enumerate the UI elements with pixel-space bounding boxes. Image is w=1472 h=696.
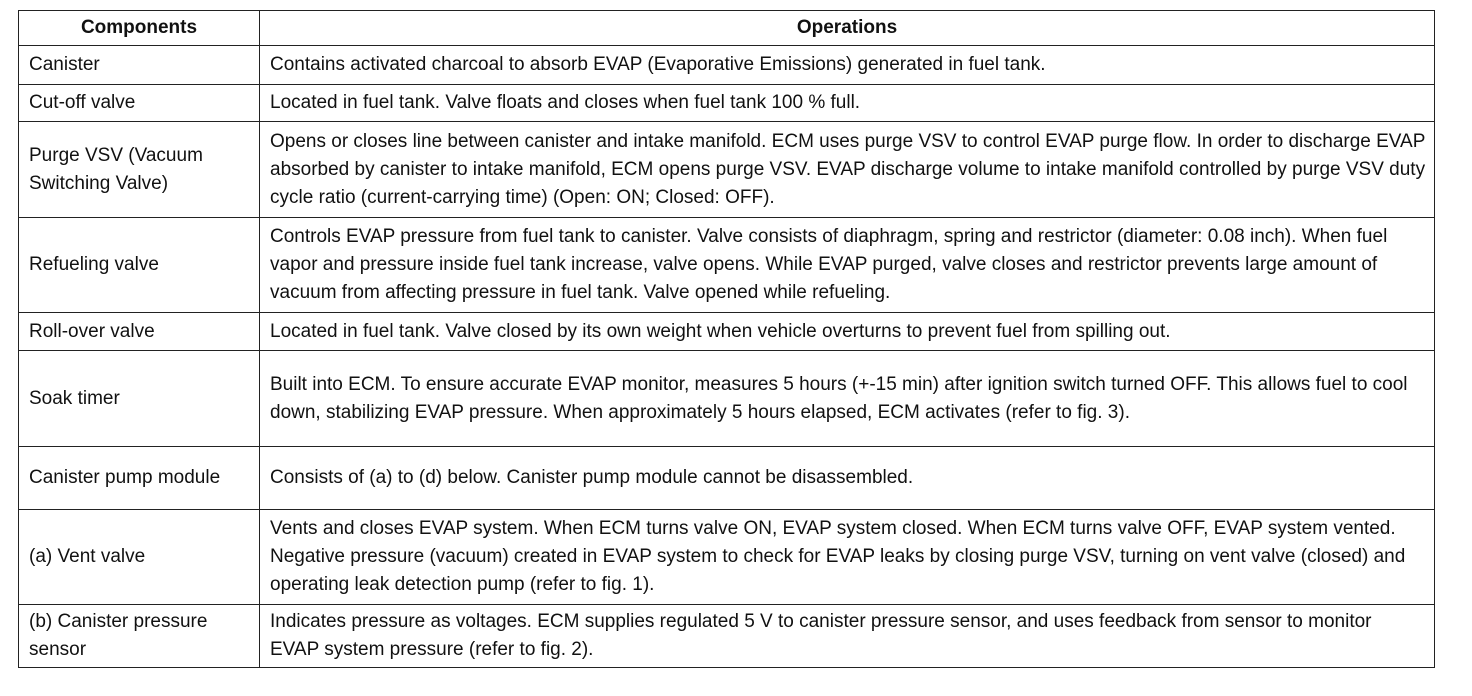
table-row: [19, 605, 1435, 668]
header-row: [19, 11, 1435, 46]
operation-cell: Located in fuel tank. Valve floats and closes when fuel tank 100 % full.: [260, 85, 1435, 122]
component-cell: Roll-over valve: [19, 313, 260, 351]
component-cell: Canister: [19, 46, 260, 85]
operation-cell: Opens or closes line between canister and intake manifold. ECM uses purge VSV to control EVAP purge flow. In order to discharge EVAP absorbed by canister to intake manifold, ECM opens purge VSV. EVAP discharge volume to intake manifold controlled by purge VSV duty cycle ratio (current-carrying time) (Open: ON; Closed: OFF).: [260, 122, 1435, 218]
component-cell: Purge VSV (Vacuum Switching Valve): [19, 122, 260, 218]
table-row: [19, 122, 1435, 218]
component-cell: (a) Vent valve: [19, 510, 260, 605]
components-operations-table: [18, 10, 1435, 668]
operation-cell: Vents and closes EVAP system. When ECM turns valve ON, EVAP system closed. When ECM turns valve OFF, EVAP system vented. Negative pressure (vacuum) created in EVAP system to check for EVAP leaks by closing purge VSV, turning on vent valve (closed) and operating leak detection pump (refer to fig. 1).: [260, 510, 1435, 605]
table-row: [19, 46, 1435, 85]
operation-cell: Indicates pressure as voltages. ECM supplies regulated 5 V to canister pressure sensor, and uses feedback from sensor to monitor EVAP system pressure (refer to fig. 2).: [260, 605, 1435, 668]
operation-cell: Built into ECM. To ensure accurate EVAP monitor, measures 5 hours (+-15 min) after ignition switch turned OFF. This allows fuel to cool down, stabilizing EVAP pressure. When approximately 5 hours elapsed, ECM activates (refer to fig. 3).: [260, 351, 1435, 447]
table-row: [19, 447, 1435, 510]
operation-cell: Consists of (a) to (d) below. Canister pump module cannot be disassembled.: [260, 447, 1435, 510]
table-row: [19, 510, 1435, 605]
operation-cell: Located in fuel tank. Valve closed by its own weight when vehicle overturns to prevent fuel from spilling out.: [260, 313, 1435, 351]
table-row: [19, 218, 1435, 313]
component-cell: (b) Canister pressure sensor: [19, 605, 260, 668]
table-row: [19, 85, 1435, 122]
component-cell: Soak timer: [19, 351, 260, 447]
component-cell: Cut-off valve: [19, 85, 260, 122]
operation-cell: Contains activated charcoal to absorb EVAP (Evaporative Emissions) generated in fuel tank.: [260, 46, 1435, 85]
component-cell: Refueling valve: [19, 218, 260, 313]
component-cell: Canister pump module: [19, 447, 260, 510]
operations-header: Operations: [260, 11, 1435, 46]
components-header: Components: [19, 11, 260, 46]
operation-cell: Controls EVAP pressure from fuel tank to canister. Valve consists of diaphragm, spring and restrictor (diameter: 0.08 inch). When fuel vapor and pressure inside fuel tank increase, valve opens. While EVAP purged, valve closes and restrictor prevents large amount of vacuum from affecting pressure in fuel tank. Valve opened while refueling.: [260, 218, 1435, 313]
table-row: [19, 351, 1435, 447]
table-row: [19, 313, 1435, 351]
